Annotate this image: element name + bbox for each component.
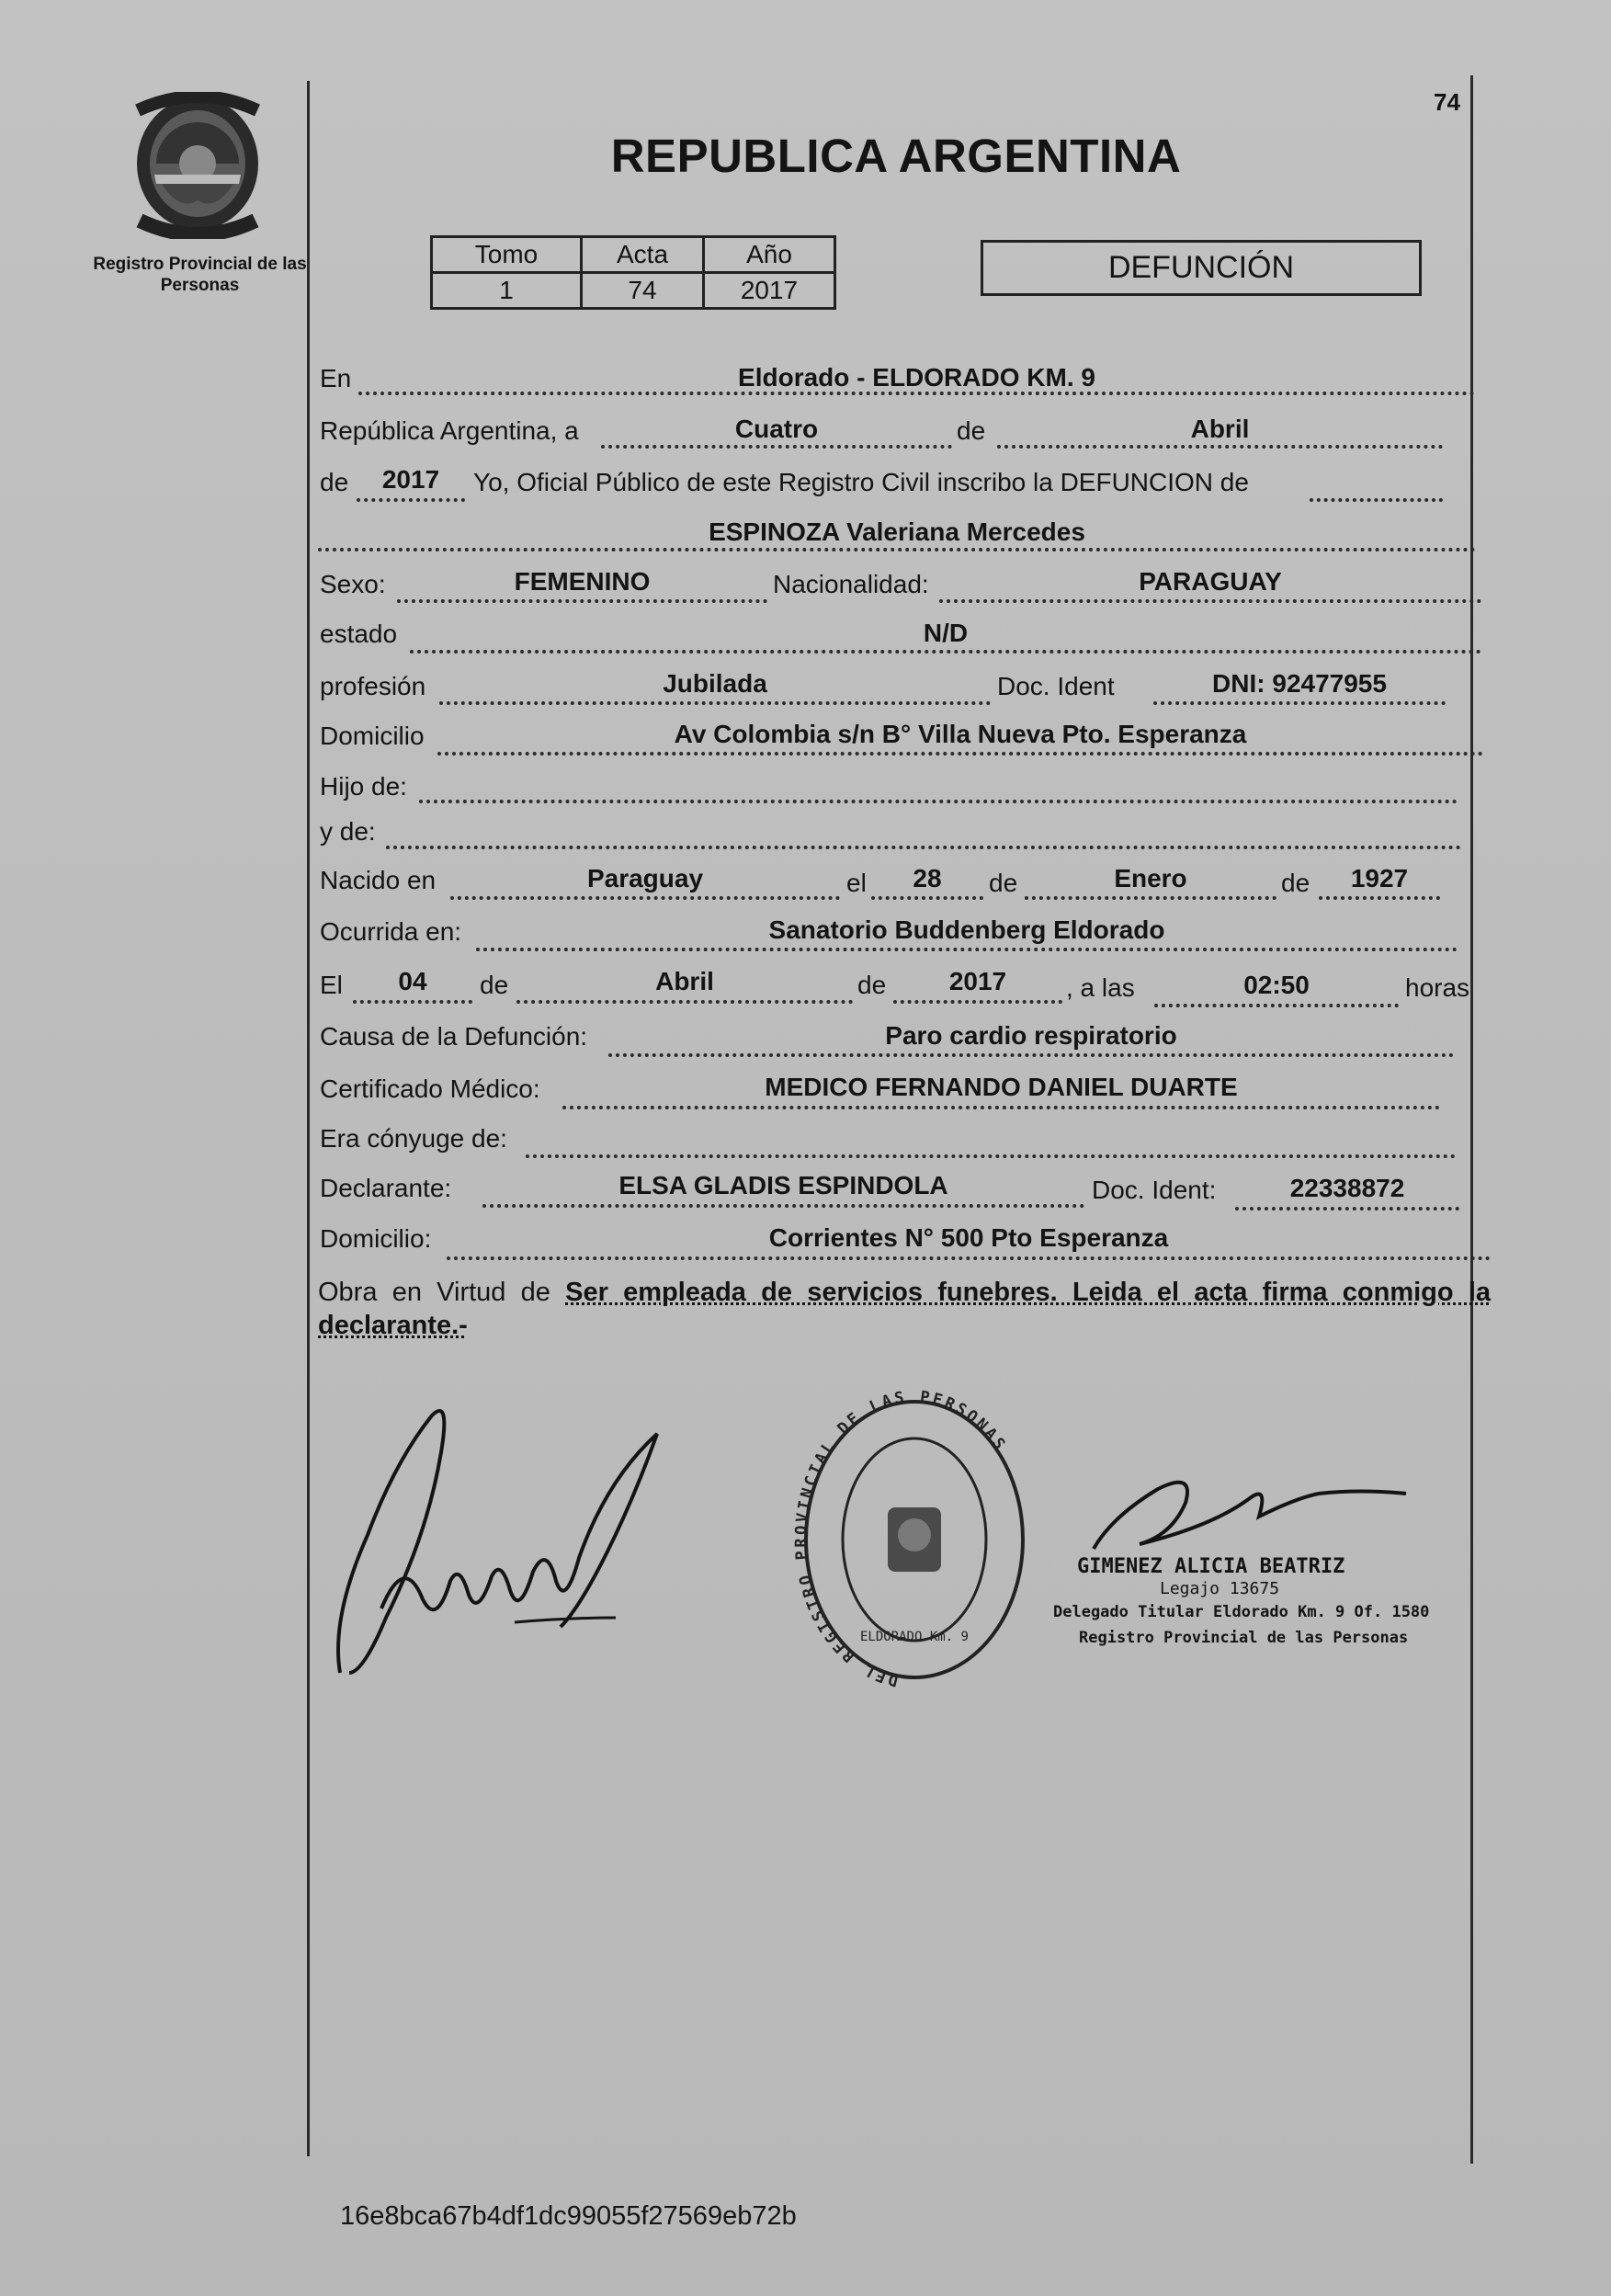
profesion-label: profesión: [320, 672, 426, 700]
anio-value: 2017: [704, 273, 835, 309]
obra-value: Ser empleada de servicios funebres. Leida el acta firma conmigo la declarante.-: [318, 1278, 1491, 1340]
ocurrida-label: Ocurrida en:: [320, 917, 462, 946]
record-table: [430, 235, 836, 310]
domicilio-value: Av Colombia s/n B° Villa Nueva Pto. Esperanza: [674, 720, 1247, 748]
doc-ident2-line: [1235, 1207, 1459, 1211]
death-month-line: [516, 1000, 853, 1004]
registrar-office: Delegado Titular Eldorado Km. 9 Of. 1580: [1053, 1603, 1430, 1621]
de-label-5: de: [480, 971, 509, 999]
registrar-registry: Registro Provincial de las Personas: [1079, 1629, 1409, 1647]
nacido-value: Paraguay: [586, 864, 704, 892]
nacido-line: [450, 896, 840, 900]
yo-tail-line: [1310, 498, 1443, 502]
year-value: 2017: [381, 465, 440, 494]
hijo-line: [419, 800, 1458, 803]
death-day-line: [353, 1000, 472, 1004]
misiones-province-logo: [129, 92, 267, 239]
el2-label: El: [320, 971, 343, 999]
left-margin-line: [307, 81, 310, 2156]
sexo-label: Sexo:: [320, 570, 386, 598]
sexo-value: FEMENINO: [514, 567, 651, 596]
ocurrida-line: [476, 948, 1458, 951]
republica-label: República Argentina, a: [320, 416, 579, 445]
en-label: En: [320, 364, 352, 392]
month-word: Abril: [1190, 415, 1250, 443]
alas-label: , a las: [1066, 973, 1135, 1002]
page-title: REPUBLICA ARGENTINA: [610, 130, 1182, 182]
deceased-name-line: [318, 548, 1476, 551]
en-value: Eldorado - ELDORADO KM. 9: [738, 363, 1095, 392]
profesion-line: [439, 701, 991, 705]
horas-label: horas: [1405, 973, 1470, 1002]
yde-label: y de:: [320, 817, 376, 846]
day-word-line: [601, 445, 952, 449]
tomo-header: Tomo: [432, 237, 582, 273]
estado-line: [410, 650, 1481, 654]
conyuge-label: Era cónyuge de:: [320, 1124, 507, 1153]
death-year: 2017: [948, 967, 1007, 995]
declarante-label: Declarante:: [320, 1174, 452, 1202]
de-label-6: de: [857, 971, 887, 999]
nacionalidad-line: [939, 599, 1481, 603]
domicilio2-label: Domicilio:: [320, 1224, 432, 1253]
doc-ident-label: Doc. Ident: [997, 672, 1115, 700]
yo-text: Yo, Oficial Público de este Registro Civil inscribo la DEFUNCION de: [473, 468, 1249, 496]
doc-ident-line: [1153, 701, 1446, 705]
record-type-box: DEFUNCIÓN: [981, 240, 1422, 296]
estado-value: N/D: [923, 619, 969, 647]
registrar-name: GIMENEZ ALICIA BEATRIZ: [1077, 1555, 1345, 1578]
birth-day: 28: [913, 864, 942, 892]
death-year-line: [893, 1000, 1062, 1004]
domicilio2-value: Corrientes N° 500 Pto Esperanza: [768, 1223, 1169, 1252]
doc-ident2-label: Doc. Ident:: [1092, 1176, 1217, 1204]
birth-month-line: [1025, 896, 1276, 900]
obra-label: Obra en Virtud de: [318, 1278, 550, 1307]
certificado-line: [562, 1106, 1440, 1109]
doc-ident2-value: 22338872: [1289, 1174, 1405, 1202]
causa-label: Causa de la Defunción:: [320, 1022, 588, 1051]
acta-header: Acta: [582, 237, 704, 273]
registry-stamp: [790, 1388, 1038, 1710]
domicilio-line: [437, 752, 1483, 756]
declarante-line: [482, 1204, 1084, 1208]
declarant-signature: [331, 1397, 671, 1691]
year-line: [357, 498, 465, 502]
death-day: 04: [398, 967, 427, 995]
anio-header: Año: [704, 237, 835, 273]
sexo-line: [397, 599, 767, 603]
svg-text:DEL REGISTRO PROVINCIAL DE LAS: DEL REGISTRO PROVINCIAL DE LAS PERSONAS: [791, 1388, 1010, 1690]
nacionalidad-value: PARAGUAY: [1139, 567, 1282, 596]
page-number: 74: [1434, 88, 1460, 116]
birth-year: 1927: [1350, 864, 1409, 892]
month-word-line: [997, 445, 1443, 449]
birth-month: Enero: [1114, 864, 1187, 892]
death-time-line: [1154, 1004, 1399, 1007]
nacionalidad-label: Nacionalidad:: [773, 570, 929, 598]
certificado-value: MEDICO FERNANDO DANIEL DUARTE: [765, 1073, 1238, 1101]
acta-value: 74: [582, 273, 704, 309]
de-label-4: de: [1281, 869, 1310, 897]
registrar-signature: [1084, 1461, 1415, 1563]
de-label-2: de: [320, 468, 349, 496]
de-label-3: de: [989, 869, 1018, 897]
causa-line: [608, 1053, 1454, 1057]
document-hash: 16e8bca67b4df1dc99055f27569eb72b: [340, 2201, 797, 2231]
day-word: Cuatro: [734, 415, 819, 443]
hijo-label: Hijo de:: [320, 772, 407, 801]
birth-year-line: [1319, 896, 1440, 900]
nacido-label: Nacido en: [320, 866, 437, 894]
death-time: 02:50: [1243, 971, 1310, 999]
el-label: el: [846, 869, 867, 897]
birth-day-line: [871, 896, 983, 900]
obra-paragraph: [318, 1276, 1491, 1342]
yde-line: [386, 846, 1461, 849]
tomo-value: 1: [432, 273, 582, 309]
causa-value: Paro cardio respiratorio: [885, 1021, 1177, 1050]
deceased-name: ESPINOZA Valeriana Mercedes: [709, 517, 1085, 546]
svg-text:ELDORADO Km. 9: ELDORADO Km. 9: [859, 1630, 970, 1644]
death-month: Abril: [655, 967, 714, 995]
de-label-1: de: [957, 416, 986, 445]
domicilio2-line: [447, 1256, 1491, 1260]
registrar-legajo: Legajo 13675: [1160, 1579, 1280, 1598]
declarante-value: ELSA GLADIS ESPINDOLA: [618, 1171, 948, 1199]
certificado-label: Certificado Médico:: [320, 1074, 540, 1103]
domicilio-label: Domicilio: [320, 722, 425, 750]
profesion-value: Jubilada: [663, 669, 767, 698]
estado-label: estado: [320, 619, 398, 648]
conyuge-line: [526, 1154, 1456, 1158]
doc-ident-value: DNI: 92477955: [1212, 669, 1387, 698]
ocurrida-value: Sanatorio Buddenberg Eldorado: [768, 915, 1165, 944]
registry-caption: Registro Provincial de las Personas: [93, 255, 307, 295]
